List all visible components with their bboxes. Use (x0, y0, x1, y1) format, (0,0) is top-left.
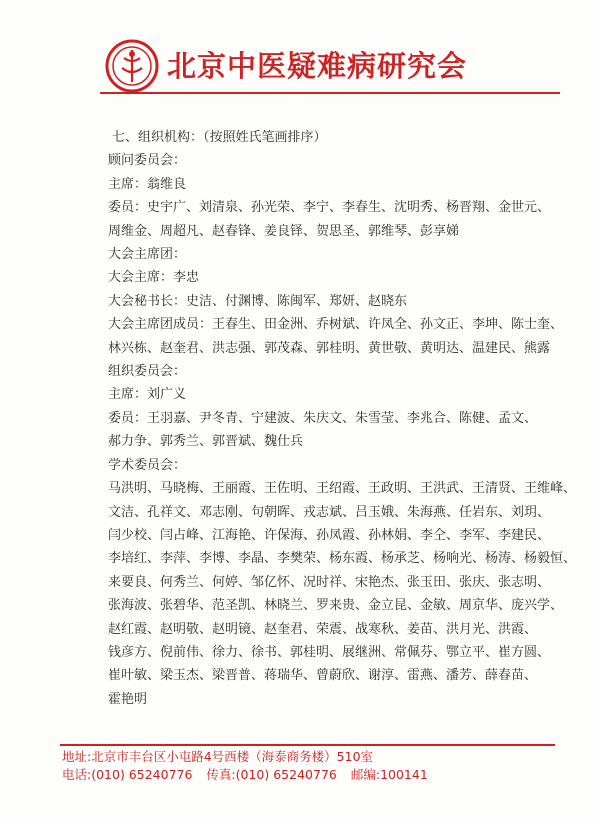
text-line: 组织委员会： (108, 364, 187, 380)
text-line: 郝力争、郭秀兰、郭晋斌、魏仕兵 (108, 434, 304, 450)
text-line: 主席：刘广义 (108, 387, 187, 403)
text-line: 学术委员会： (108, 457, 187, 473)
text-line: 顾问委员会： (108, 153, 187, 169)
text-line: 霍艳明 (108, 691, 148, 707)
text-line: 大会秘书长：史洁、付渊博、陈闽军、郑妍、赵晓东 (108, 293, 408, 309)
text-line: 委员：史宇广、刘清泉、孙光荣、李宁、李春生、沈明秀、杨晋翔、金世元、 (108, 200, 551, 216)
text-line: 大会主席团成员：王春生、田金洲、乔树斌、许凤全、孙文正、李坤、陈士奎、 (108, 317, 564, 333)
org-emblem-icon (104, 38, 160, 94)
text-line: 崔叶敏、梁玉杰、梁晋普、蒋瑞华、曾蔚欣、谢淳、雷燕、潘芳、薛春苗、 (108, 668, 538, 684)
address-label: 地址: (62, 749, 92, 764)
header-divider (100, 92, 560, 94)
text-line: 钱彦方、倪前伟、徐力、徐书、郭桂明、展继洲、常佩芬、鄂立平、崔方圆、 (108, 644, 551, 660)
fax-label: 传真: (206, 767, 236, 782)
text-line: 来要良、何秀兰、何婷、邹亿怀、况时祥、宋艳杰、张玉田、张庆、张志明、 (108, 574, 551, 590)
footer-divider (60, 744, 555, 746)
text-line: 李培红、李萍、李博、李晶、李樊荣、杨东霞、杨承芝、杨响光、杨涛、杨毅恒、 (108, 551, 577, 567)
phone-label: 电话: (62, 767, 92, 782)
address-value: 北京市丰台区小屯路4号西楼（海泰商务楼）510室 (91, 749, 374, 764)
text-line: 周维金、周超凡、赵春锋、姜良铎、贺思圣、郭维琴、彭享娣 (108, 223, 460, 239)
text-line: 大会主席团： (108, 247, 187, 263)
text-line: 文洁、孔祥文、邓志刚、句朝晖、戎志斌、吕玉娥、朱海燕、任岩东、刘玥、 (108, 504, 551, 520)
fax-value: (010) 65240776 (235, 767, 337, 782)
postcode-label: 邮编: (350, 767, 381, 782)
text-line: 主席：翁维良 (108, 176, 187, 192)
address-row (62, 748, 532, 766)
text-line: 马洪明、马晓梅、王丽霞、王佐明、王绍霞、王政明、王洪武、王清贤、王维峰、 (108, 481, 577, 497)
organization-structure (108, 126, 577, 711)
text-line: 大会主席：李忠 (108, 270, 200, 286)
section-title: 七、组织机构：（按照姓氏笔画排序） (112, 130, 327, 145)
text-line: 闫少校、闫占峰、江海艳、许保海、孙凤霞、孙林娟、李仝、李军、李建民、 (108, 527, 551, 543)
text-line: 林兴栋、赵奎君、洪志强、郭茂森、郭桂明、黄世敬、黄明达、温建民、熊露 (108, 340, 551, 356)
text-line: 委员：王羽嘉、尹冬青、宁建波、朱庆文、朱雪莹、李兆合、陈健、孟文、 (108, 410, 538, 426)
postcode-value: 100141 (380, 767, 428, 782)
contact-row (62, 766, 532, 784)
org-name: 北京中医疑难病研究会 (167, 49, 468, 83)
phone-value: (010) 65240776 (91, 767, 193, 782)
contact-footer (62, 748, 532, 784)
text-line: 赵红霞、赵明敬、赵明镜、赵奎君、荣震、战寒秋、姜苗、洪月光、洪霞、 (108, 621, 538, 637)
text-line: 张海波、张碧华、范圣凯、林晓兰、罗来贵、金立昆、金敏、周京华、庞兴学、 (108, 598, 564, 614)
